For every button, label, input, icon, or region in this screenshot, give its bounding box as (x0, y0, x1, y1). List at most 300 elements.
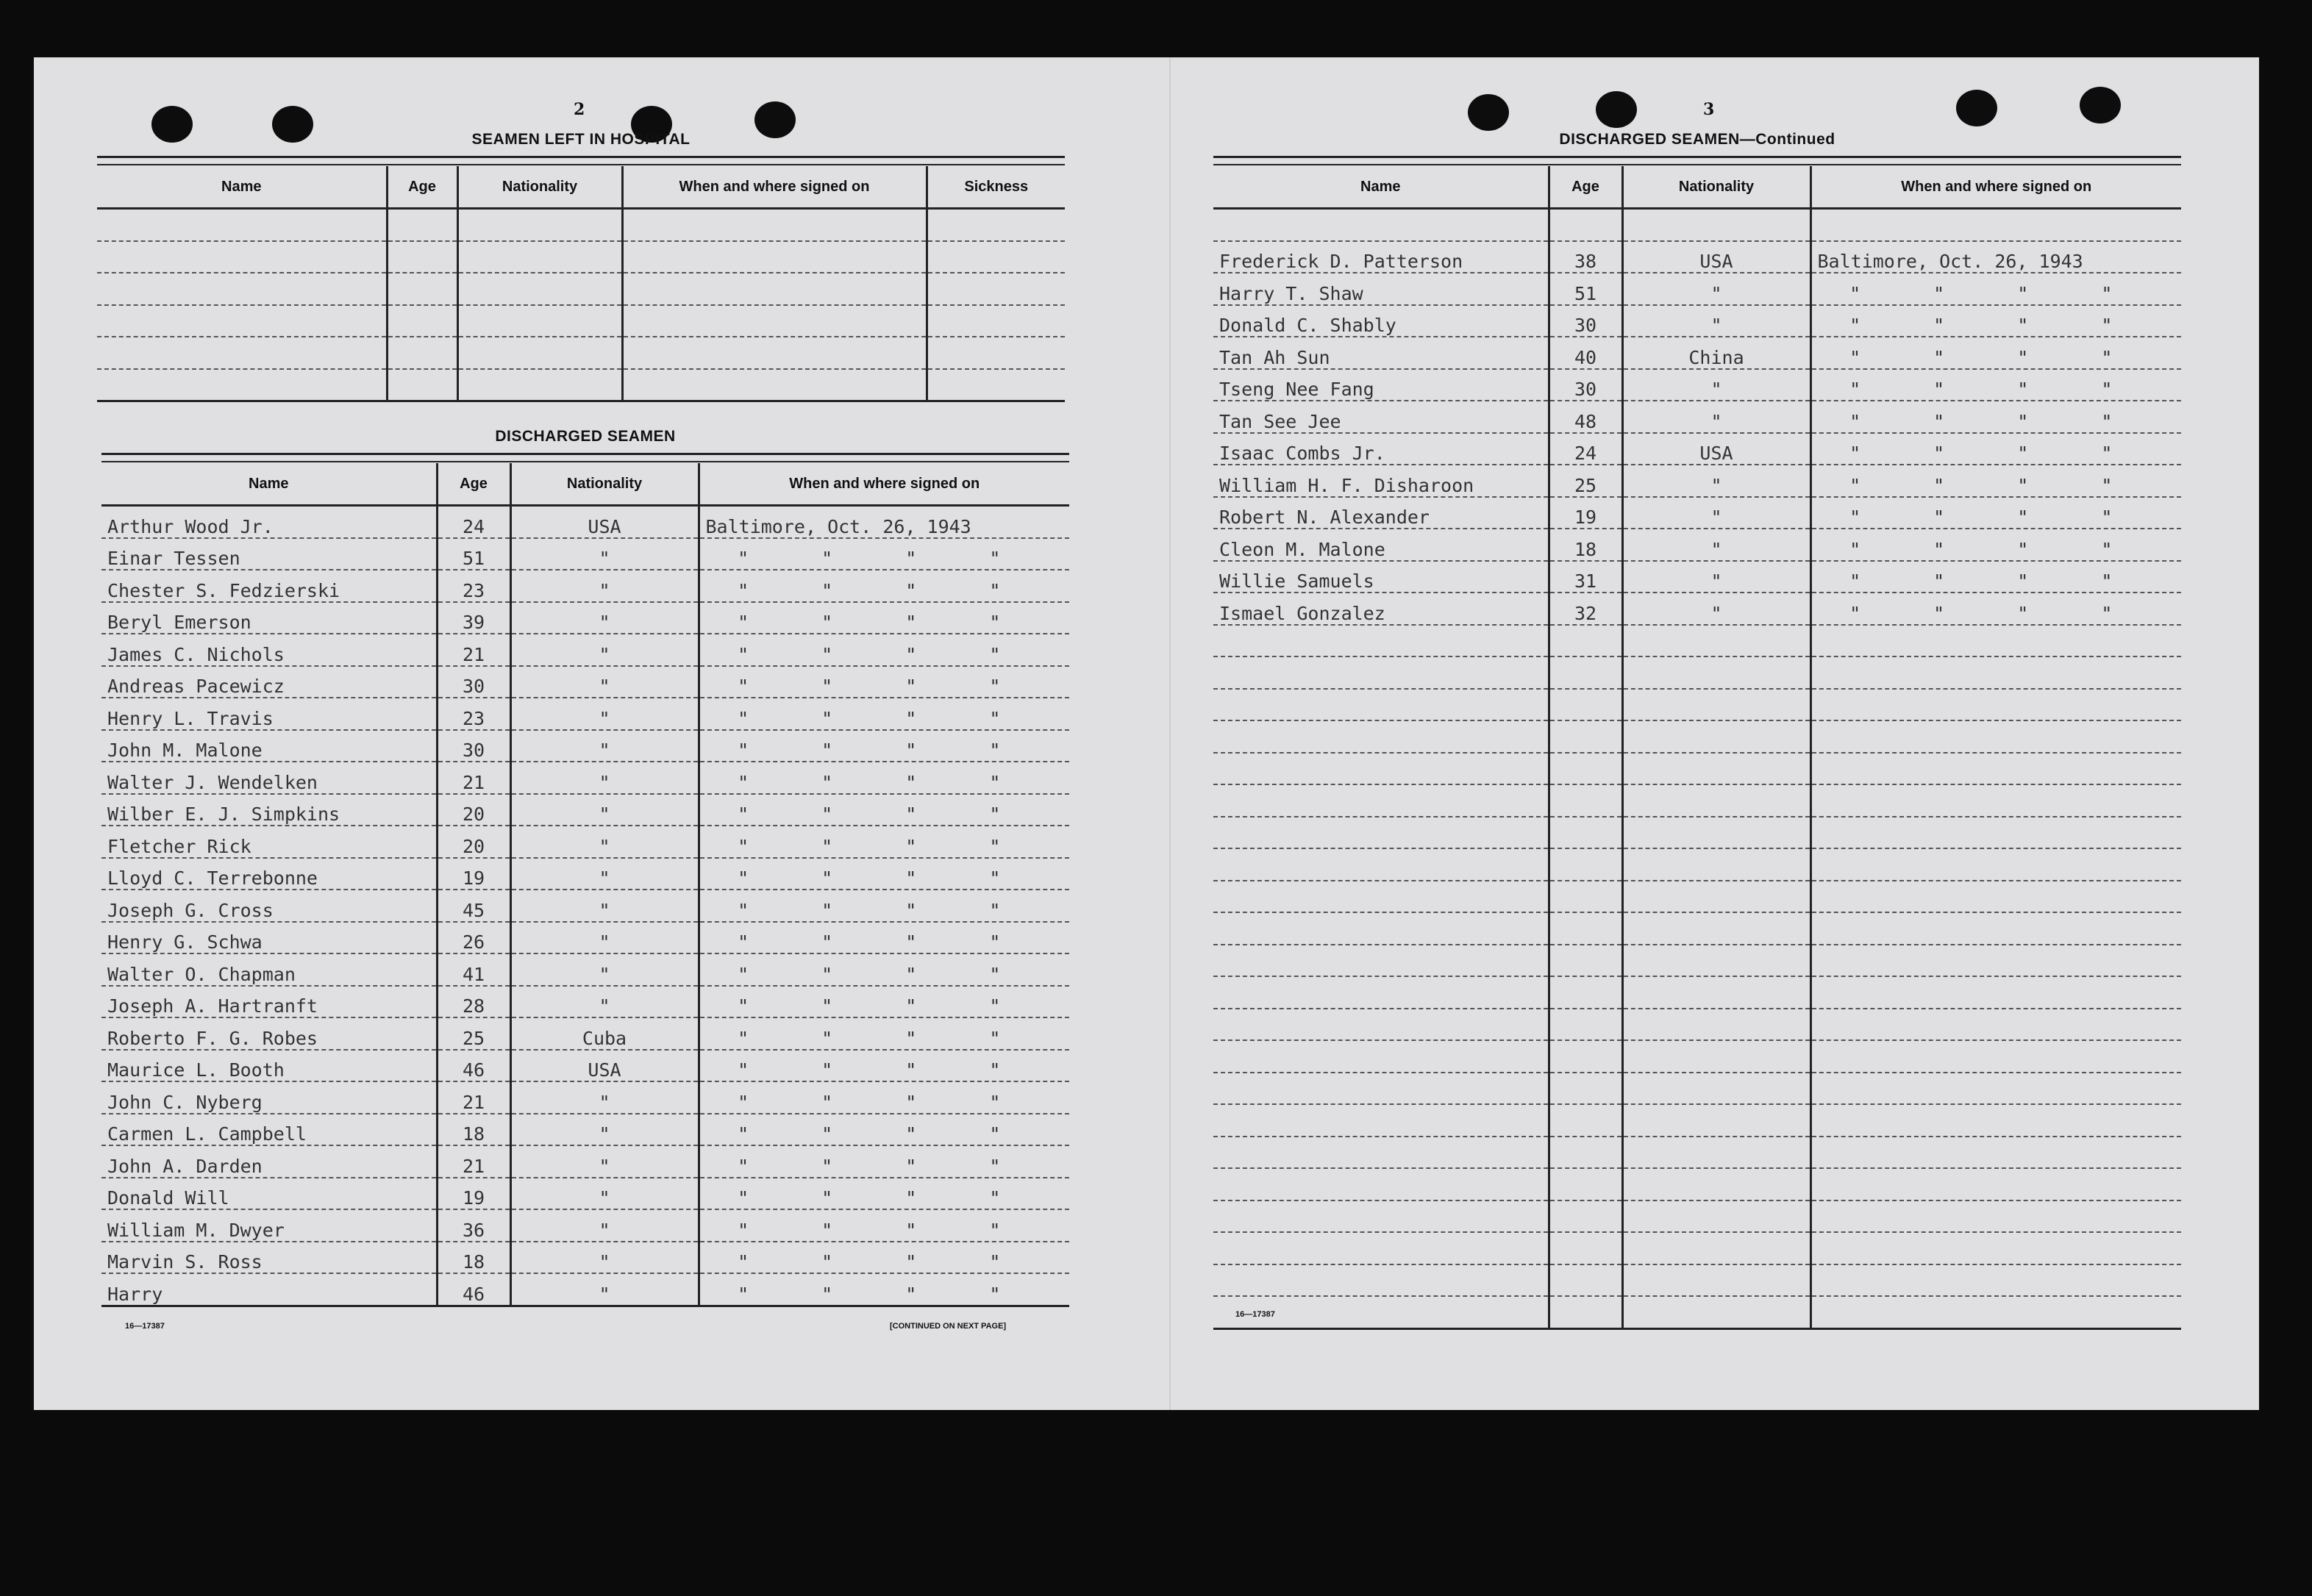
cell-age: 30 (1549, 305, 1622, 337)
cell-age: 18 (1549, 529, 1622, 561)
cell-signed-on: " " " " (699, 538, 1069, 570)
empty-cell (1213, 720, 1549, 753)
cell-name: Tseng Nee Fang (1213, 369, 1549, 401)
cell-nationality: " (510, 666, 699, 698)
cell-signed-on: " " " " (699, 922, 1069, 954)
cell-name: Fletcher Rick (101, 826, 437, 858)
empty-cell (1810, 656, 2181, 689)
table-row (101, 1273, 1069, 1306)
cell-age: 31 (1549, 561, 1622, 593)
cell-signed-on: " " " " (699, 1081, 1069, 1114)
cell-age: 21 (437, 1145, 510, 1178)
cell-nationality: USA (1622, 241, 1810, 273)
cell-nationality: " (1622, 305, 1810, 337)
right-top-rule (1213, 156, 2181, 165)
cell-name: William M. Dwyer (101, 1209, 437, 1242)
hospital-section-title: SEAMEN LEFT IN HOSPITAL (471, 131, 691, 148)
cell-age: 48 (1549, 401, 1622, 433)
empty-cell (1622, 1296, 1810, 1328)
cell-signed-on: " " " " (1810, 593, 2181, 625)
table-row (97, 273, 1065, 305)
table-row (1213, 625, 2181, 657)
cell-nationality: " (510, 1114, 699, 1146)
table-row (1213, 401, 2181, 433)
empty-cell (927, 337, 1065, 369)
cell-signed-on: " " " " (1810, 465, 2181, 497)
cell-signed-on: " " " " (699, 986, 1069, 1018)
cell-name: Carmen L. Campbell (101, 1114, 437, 1146)
empty-cell (1622, 625, 1810, 657)
cell-name: Roberto F. G. Robes (101, 1017, 437, 1050)
table-row (1213, 976, 2181, 1009)
table-row (1213, 497, 2181, 529)
cell-age: 46 (437, 1050, 510, 1082)
cell-age: 26 (437, 922, 510, 954)
empty-cell (387, 209, 457, 241)
empty-cell (1622, 912, 1810, 945)
empty-cell (1622, 689, 1810, 721)
empty-cell (1810, 1104, 2181, 1137)
table-row (1213, 1232, 2181, 1264)
cell-name: Donald C. Shably (1213, 305, 1549, 337)
cell-age: 21 (437, 762, 510, 794)
cell-nationality: " (510, 570, 699, 602)
cell-age: 19 (437, 858, 510, 890)
empty-cell (1213, 817, 1549, 849)
table-row (101, 634, 1069, 666)
table-row (101, 602, 1069, 634)
cell-signed-on: " " " " (699, 1017, 1069, 1050)
empty-cell (1549, 881, 1622, 913)
cell-signed-on: " " " " (699, 1114, 1069, 1146)
cell-name: Robert N. Alexander (1213, 497, 1549, 529)
empty-cell (1213, 912, 1549, 945)
cell-name: Tan Ah Sun (1213, 337, 1549, 369)
cell-age: 20 (437, 794, 510, 826)
table-row (101, 1209, 1069, 1242)
empty-cell (1549, 945, 1622, 977)
table-row (97, 241, 1065, 273)
empty-cell (1622, 1040, 1810, 1073)
empty-cell (1549, 912, 1622, 945)
cell-age: 24 (437, 506, 510, 538)
cell-age: 25 (437, 1017, 510, 1050)
cell-name: Isaac Combs Jr. (1213, 433, 1549, 465)
empty-cell (622, 241, 927, 273)
punch-hole (1596, 91, 1637, 128)
table-row (101, 1114, 1069, 1146)
cell-signed-on: " " " " (699, 762, 1069, 794)
discharged-continued-title: DISCHARGED SEAMEN—Continued (1559, 131, 1835, 148)
empty-cell (1213, 1232, 1549, 1264)
empty-cell (1213, 625, 1549, 657)
empty-cell (387, 241, 457, 273)
cell-nationality: " (510, 1178, 699, 1210)
punch-hole (1468, 94, 1509, 131)
cell-signed-on: " " " " (699, 1050, 1069, 1082)
empty-cell (1810, 1264, 2181, 1297)
empty-cell (1622, 881, 1810, 913)
cell-nationality: " (1622, 465, 1810, 497)
cell-signed-on: " " " " (699, 666, 1069, 698)
empty-cell (457, 209, 622, 241)
empty-cell (1213, 753, 1549, 785)
empty-cell (1549, 625, 1622, 657)
col-header-signed-on: When and where signed on (1810, 166, 2181, 209)
empty-cell (1213, 1040, 1549, 1073)
table-row (1213, 1264, 2181, 1297)
table-row (1213, 656, 2181, 689)
col-header-name: Name (97, 166, 387, 209)
cell-nationality: " (1622, 273, 1810, 305)
empty-cell (1549, 1232, 1622, 1264)
empty-cell (1810, 1232, 2181, 1264)
table-row (101, 890, 1069, 922)
cell-age: 45 (437, 890, 510, 922)
cell-name: John C. Nyberg (101, 1081, 437, 1114)
cell-signed-on: " " " " (699, 1273, 1069, 1306)
empty-cell (1549, 1296, 1622, 1328)
hospital-top-rule (97, 156, 1065, 165)
table-row (101, 1145, 1069, 1178)
cell-name: John M. Malone (101, 730, 437, 762)
punch-hole (1956, 90, 1997, 126)
empty-cell (1810, 848, 2181, 881)
cell-nationality: " (510, 1209, 699, 1242)
cell-name: Henry G. Schwa (101, 922, 437, 954)
cell-nationality: " (510, 1273, 699, 1306)
table-row (101, 538, 1069, 570)
empty-cell (387, 305, 457, 337)
cell-nationality: " (510, 698, 699, 730)
empty-cell (1213, 1104, 1549, 1137)
empty-cell (1810, 1009, 2181, 1041)
empty-cell (1213, 1264, 1549, 1297)
cell-nationality: " (510, 762, 699, 794)
cell-name (1213, 209, 1549, 241)
empty-cell (1622, 1200, 1810, 1233)
table-row (1213, 753, 2181, 785)
table-row (1213, 912, 2181, 945)
empty-cell (1622, 1137, 1810, 1169)
col-header-sickness: Sickness (927, 166, 1065, 209)
empty-cell (622, 369, 927, 401)
table-row (101, 698, 1069, 730)
cell-name: Willie Samuels (1213, 561, 1549, 593)
table-row (1213, 784, 2181, 817)
empty-cell (1810, 1296, 2181, 1328)
cell-signed-on (1810, 209, 2181, 241)
discharged-table-left (101, 463, 1069, 1307)
cell-nationality: " (510, 953, 699, 986)
empty-cell (1622, 976, 1810, 1009)
cell-nationality: " (510, 986, 699, 1018)
cell-age: 18 (437, 1242, 510, 1274)
empty-cell (622, 337, 927, 369)
col-header-signed-on: When and where signed on (622, 166, 927, 209)
cell-name: Cleon M. Malone (1213, 529, 1549, 561)
cell-name: Henry L. Travis (101, 698, 437, 730)
empty-cell (1549, 1137, 1622, 1169)
cell-name: James C. Nichols (101, 634, 437, 666)
cell-age: 38 (1549, 241, 1622, 273)
empty-cell (1549, 689, 1622, 721)
empty-cell (457, 369, 622, 401)
table-row (101, 730, 1069, 762)
cell-signed-on: " " " " (699, 698, 1069, 730)
discharged-section-title: DISCHARGED SEAMEN (495, 428, 676, 445)
cell-nationality: " (510, 1081, 699, 1114)
table-row (1213, 720, 2181, 753)
empty-cell (1622, 784, 1810, 817)
cell-age: 20 (437, 826, 510, 858)
table-row (101, 1081, 1069, 1114)
table-row (1213, 945, 2181, 977)
cell-nationality: " (510, 922, 699, 954)
cell-nationality: " (510, 538, 699, 570)
form-number-left: 16—17387 (125, 1322, 165, 1331)
empty-cell (1810, 1040, 2181, 1073)
cell-name: Joseph G. Cross (101, 890, 437, 922)
empty-cell (1549, 753, 1622, 785)
cell-name: Marvin S. Ross (101, 1242, 437, 1274)
cell-nationality: " (510, 826, 699, 858)
page-fold (1169, 57, 1171, 1410)
table-row (101, 922, 1069, 954)
empty-cell (1213, 848, 1549, 881)
cell-age (1549, 209, 1622, 241)
cell-name: Einar Tessen (101, 538, 437, 570)
empty-cell (1549, 1073, 1622, 1105)
cell-age: 23 (437, 698, 510, 730)
table-row (1213, 337, 2181, 369)
cell-age: 40 (1549, 337, 1622, 369)
empty-cell (622, 273, 927, 305)
discharged-table-right (1213, 166, 2181, 1330)
empty-cell (1622, 656, 1810, 689)
cell-age: 19 (437, 1178, 510, 1210)
table-row (1213, 1168, 2181, 1200)
table-row (1213, 1040, 2181, 1073)
table-row (101, 762, 1069, 794)
cell-age: 23 (437, 570, 510, 602)
cell-nationality: " (1622, 593, 1810, 625)
empty-cell (1549, 1264, 1622, 1297)
cell-nationality: USA (510, 506, 699, 538)
cell-signed-on: " " " " (1810, 401, 2181, 433)
cell-name: Harry T. Shaw (1213, 273, 1549, 305)
cell-nationality: " (510, 1145, 699, 1178)
col-header-nationality: Nationality (457, 166, 622, 209)
empty-cell (1810, 689, 2181, 721)
cell-name: Andreas Pacewicz (101, 666, 437, 698)
cell-signed-on: " " " " (699, 953, 1069, 986)
empty-cell (1622, 817, 1810, 849)
table-row (1213, 1137, 2181, 1169)
cell-name: Joseph A. Hartranft (101, 986, 437, 1018)
empty-cell (927, 241, 1065, 273)
table-row (97, 337, 1065, 369)
cell-name: Lloyd C. Terrebonne (101, 858, 437, 890)
empty-cell (1213, 1009, 1549, 1041)
table-row (101, 986, 1069, 1018)
table-row (1213, 1104, 2181, 1137)
cell-nationality: " (510, 1242, 699, 1274)
cell-nationality: " (510, 858, 699, 890)
empty-cell (1213, 976, 1549, 1009)
cell-nationality: " (1622, 497, 1810, 529)
cell-age: 18 (437, 1114, 510, 1146)
empty-cell (1810, 881, 2181, 913)
empty-cell (97, 209, 387, 241)
table-row (1213, 881, 2181, 913)
cell-signed-on: " " " " (1810, 305, 2181, 337)
empty-cell (1810, 912, 2181, 945)
col-header-nationality: Nationality (510, 463, 699, 506)
col-header-signed-on: When and where signed on (699, 463, 1069, 506)
cell-name: Chester S. Fedzierski (101, 570, 437, 602)
empty-cell (1622, 945, 1810, 977)
cell-name: Wilber E. J. Simpkins (101, 794, 437, 826)
empty-cell (1810, 753, 2181, 785)
cell-age: 51 (1549, 273, 1622, 305)
table-row (1213, 433, 2181, 465)
discharged-top-rule (101, 453, 1069, 462)
empty-cell (1622, 753, 1810, 785)
empty-cell (97, 273, 387, 305)
empty-cell (1549, 1104, 1622, 1137)
cell-nationality (1622, 209, 1810, 241)
empty-cell (1622, 848, 1810, 881)
cell-signed-on: " " " " (699, 858, 1069, 890)
table-row (101, 506, 1069, 538)
empty-cell (1213, 881, 1549, 913)
empty-cell (387, 369, 457, 401)
cell-age: 28 (437, 986, 510, 1018)
table-row (97, 369, 1065, 401)
cell-age: 24 (1549, 433, 1622, 465)
cell-nationality: " (1622, 561, 1810, 593)
cell-name: John A. Darden (101, 1145, 437, 1178)
cell-signed-on: " " " " (1810, 497, 2181, 529)
empty-cell (1213, 784, 1549, 817)
empty-cell (1810, 720, 2181, 753)
cell-nationality: USA (510, 1050, 699, 1082)
cell-age: 25 (1549, 465, 1622, 497)
table-row (1213, 273, 2181, 305)
cell-signed-on: " " " " (699, 1242, 1069, 1274)
cell-signed-on: Baltimore, Oct. 26, 1943 (699, 506, 1069, 538)
col-header-age: Age (1549, 166, 1622, 209)
cell-signed-on: " " " " (1810, 561, 2181, 593)
cell-signed-on: " " " " (1810, 369, 2181, 401)
table-row (101, 953, 1069, 986)
cell-signed-on: " " " " (699, 634, 1069, 666)
cell-name: Tan See Jee (1213, 401, 1549, 433)
cell-age: 30 (1549, 369, 1622, 401)
cell-name: William H. F. Disharoon (1213, 465, 1549, 497)
empty-cell (1810, 784, 2181, 817)
cell-nationality: " (1622, 529, 1810, 561)
empty-cell (1213, 1073, 1549, 1105)
cell-signed-on: " " " " (699, 730, 1069, 762)
table-row (97, 209, 1065, 241)
cell-signed-on: " " " " (699, 1145, 1069, 1178)
table-row (101, 666, 1069, 698)
empty-cell (927, 369, 1065, 401)
table-row (1213, 1296, 2181, 1328)
col-header-name: Name (1213, 166, 1549, 209)
empty-cell (1213, 1168, 1549, 1200)
empty-cell (1549, 784, 1622, 817)
empty-cell (1549, 1009, 1622, 1041)
empty-cell (1549, 848, 1622, 881)
cell-name: Arthur Wood Jr. (101, 506, 437, 538)
cell-name: Harry (101, 1273, 437, 1306)
table-row (101, 794, 1069, 826)
empty-cell (1622, 1104, 1810, 1137)
empty-cell (1810, 817, 2181, 849)
cell-name: Ismael Gonzalez (1213, 593, 1549, 625)
col-header-nationality: Nationality (1622, 166, 1810, 209)
hospital-table (97, 166, 1065, 402)
cell-nationality: " (510, 634, 699, 666)
cell-signed-on: " " " " (699, 1209, 1069, 1242)
cell-nationality: " (510, 602, 699, 634)
empty-cell (1622, 1232, 1810, 1264)
table-row (1213, 241, 2181, 273)
cell-age: 46 (437, 1273, 510, 1306)
empty-cell (1622, 1168, 1810, 1200)
cell-nationality: China (1622, 337, 1810, 369)
empty-cell (1213, 1137, 1549, 1169)
cell-signed-on: " " " " (1810, 529, 2181, 561)
cell-nationality: " (1622, 401, 1810, 433)
empty-cell (1810, 1073, 2181, 1105)
table-row (101, 1242, 1069, 1274)
col-header-age: Age (387, 166, 457, 209)
empty-cell (1810, 1137, 2181, 1169)
cell-age: 21 (437, 634, 510, 666)
cell-nationality: USA (1622, 433, 1810, 465)
empty-cell (927, 273, 1065, 305)
table-row (1213, 529, 2181, 561)
empty-cell (97, 369, 387, 401)
table-row (1213, 209, 2181, 241)
form-number-right: 16—17387 (1235, 1310, 1275, 1319)
table-row (1213, 1200, 2181, 1233)
empty-cell (1810, 625, 2181, 657)
table-row (1213, 1073, 2181, 1105)
empty-cell (387, 337, 457, 369)
table-row (1213, 561, 2181, 593)
empty-cell (1549, 720, 1622, 753)
cell-signed-on: " " " " (699, 602, 1069, 634)
empty-cell (1549, 1200, 1622, 1233)
table-row (1213, 305, 2181, 337)
empty-cell (1549, 817, 1622, 849)
table-row (1213, 689, 2181, 721)
table-row (101, 826, 1069, 858)
empty-cell (927, 305, 1065, 337)
cell-age: 51 (437, 538, 510, 570)
empty-cell (1549, 1168, 1622, 1200)
empty-cell (1213, 945, 1549, 977)
cell-name: Beryl Emerson (101, 602, 437, 634)
cell-name: Donald Will (101, 1178, 437, 1210)
cell-signed-on: " " " " (699, 890, 1069, 922)
empty-cell (1810, 1168, 2181, 1200)
